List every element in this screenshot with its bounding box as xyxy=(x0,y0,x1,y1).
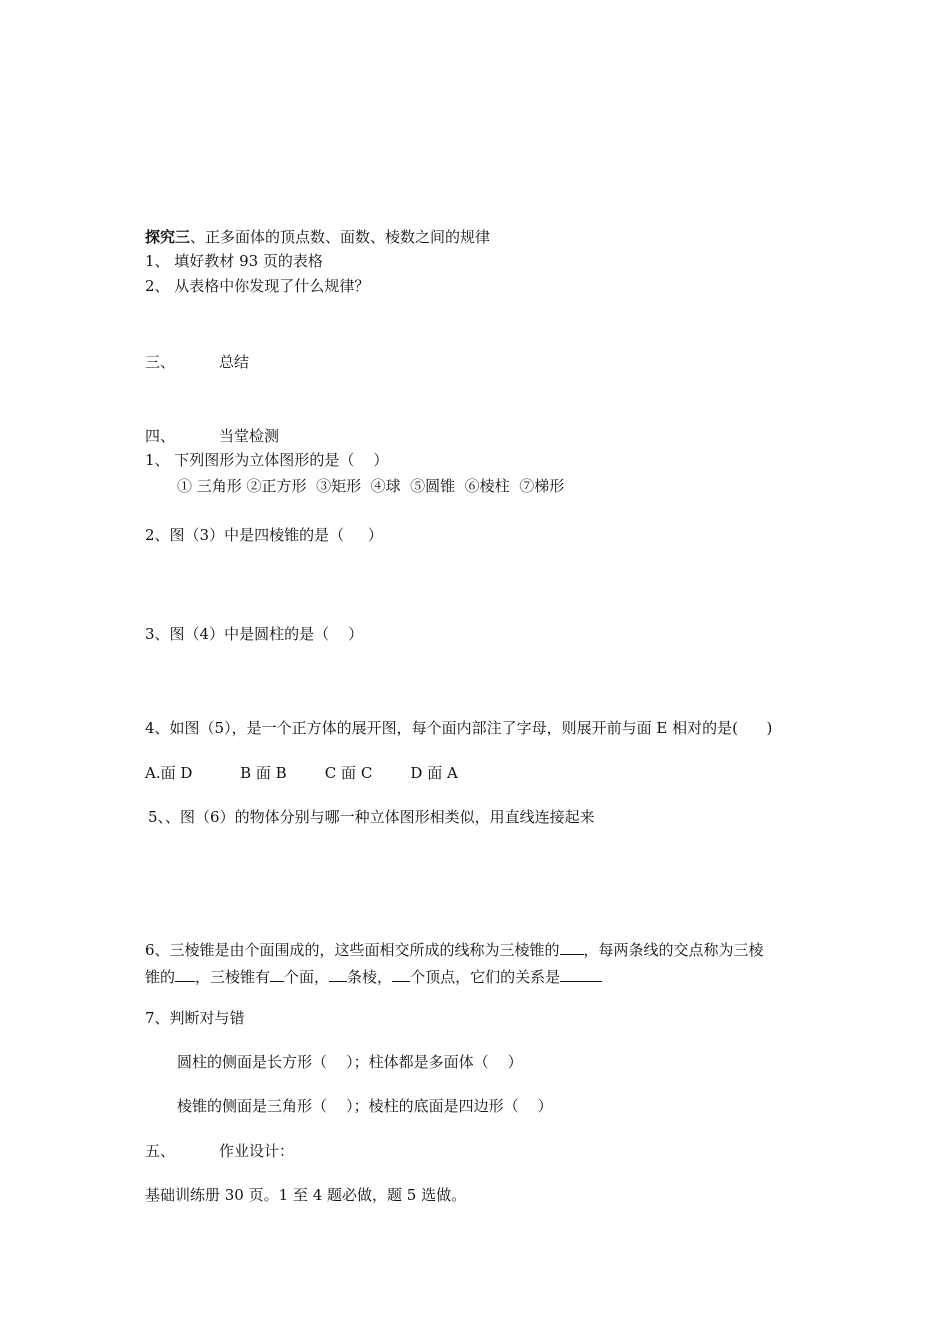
question-7: 7、判断对与错 xyxy=(145,1009,245,1027)
question-1: 1、 下列图形为立体图形的是（ ） xyxy=(145,451,389,469)
section-summary-title: 总结 xyxy=(219,353,250,371)
question-4-options: A.面 D B 面 B C 面 C D 面 A xyxy=(145,764,458,782)
explore3-heading xyxy=(145,227,490,247)
section-test-number: 四、 xyxy=(145,427,176,445)
explore3-item-1: 1、 填好教材 93 页的表格 xyxy=(145,252,323,270)
blank-line xyxy=(175,967,195,982)
blank-line xyxy=(329,967,347,982)
question-6-text-a: 6、三棱锥是由个面围成的，这些面相交所成的线称为三棱锥的 xyxy=(145,941,560,959)
question-6-text-c: 锥的 xyxy=(145,968,176,986)
section-homework-heading xyxy=(145,1141,294,1161)
question-7-line-b: 棱锥的侧面是三角形（ ）；棱柱的底面是四边形（ ） xyxy=(177,1097,553,1115)
section-test-heading xyxy=(145,426,279,446)
section-homework-title: 作业设计： xyxy=(219,1142,295,1160)
homework-text: 基础训练册 30 页。1 至 4 题必做，题 5 选做。 xyxy=(145,1186,467,1204)
blank-line xyxy=(270,967,284,982)
explore3-heading-text: 、正多面体的顶点数、面数、棱数之间的规律 xyxy=(190,228,491,246)
blank-line xyxy=(560,967,602,982)
blank-line xyxy=(560,940,584,955)
question-6-text-f: 条棱， xyxy=(347,968,393,986)
question-4: 4、如图（5），是一个正方体的展开图，每个面内部注了字母，则展开前与面 E 相对的是( ) xyxy=(145,719,773,737)
explore3-item-2: 2、 从表格中你发现了什么规律？ xyxy=(145,277,370,295)
question-7-line-a: 圆柱的侧面是长方形（ ）；柱体都是多面体（ ） xyxy=(177,1053,523,1071)
question-6-line-1 xyxy=(145,940,764,960)
question-6-text-d: ，三棱锥有 xyxy=(195,968,271,986)
explore3-heading-bold: 探究三 xyxy=(145,228,191,246)
question-5: 5、、图（6）的物体分别与哪一种立体图形相类似，用直线连接起来 xyxy=(148,808,595,826)
section-homework-number: 五、 xyxy=(145,1142,176,1160)
question-1-options: ① 三角形 ②正方形 ③矩形 ④球 ⑤圆锥 ⑥棱柱 ⑦梯形 xyxy=(177,477,565,495)
section-test-title: 当堂检测 xyxy=(219,427,280,445)
question-2: 2、图（3）中是四棱锥的是（ ） xyxy=(145,526,383,544)
question-6-text-g: 个顶点，它们的关系是 xyxy=(410,968,561,986)
section-summary-heading xyxy=(145,352,249,372)
question-3: 3、图（4）中是圆柱的是（ ） xyxy=(145,625,364,643)
question-6-text-e: 个面， xyxy=(284,968,330,986)
question-6-text-b: ，每两条线的交点称为三棱 xyxy=(583,941,764,959)
section-summary-number: 三、 xyxy=(145,353,176,371)
blank-line xyxy=(392,967,410,982)
question-6-line-2 xyxy=(145,967,602,987)
